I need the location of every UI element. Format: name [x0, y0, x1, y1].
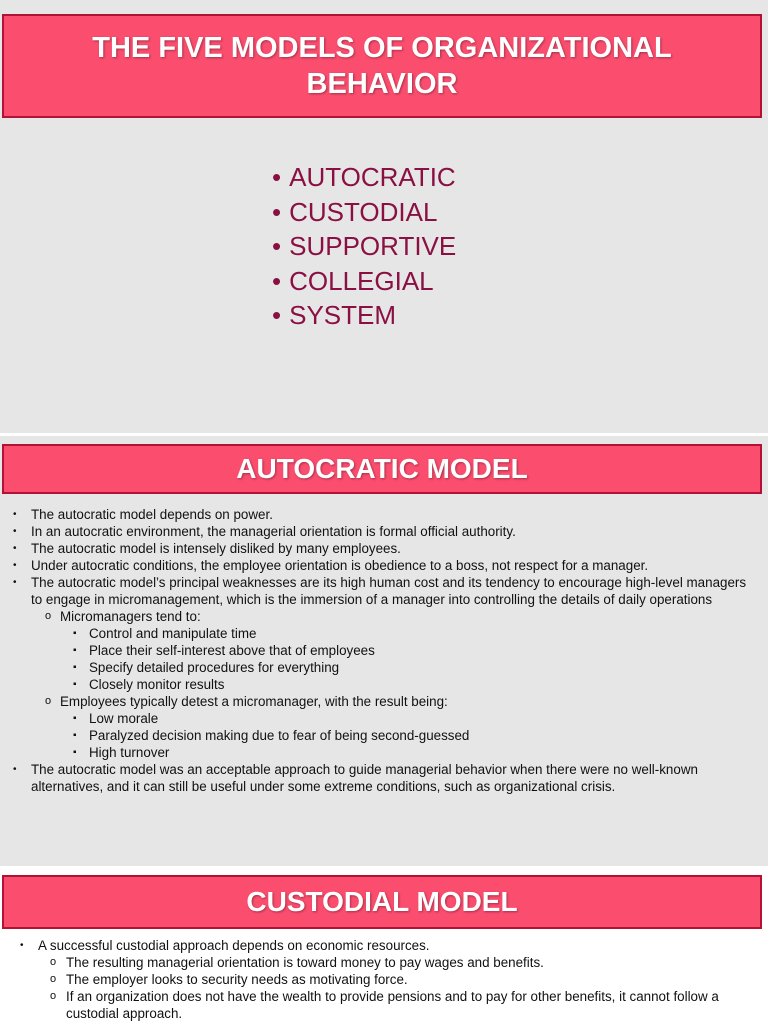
models-list — [272, 160, 456, 333]
custodial-content — [0, 937, 768, 1022]
micromanagers-label: Micromanagers tend to: — [60, 609, 201, 624]
model-item-supportive: • SUPPORTIVE — [272, 229, 456, 264]
list-item — [31, 608, 756, 693]
five-models-title-line1: THE FIVE MODELS OF ORGANIZATIONAL — [92, 32, 672, 64]
slide-autocratic-model — [0, 436, 768, 866]
slide-five-models — [0, 0, 768, 433]
list-item — [0, 574, 768, 761]
list-item — [31, 693, 756, 761]
list-item: ▪ Low morale — [60, 710, 756, 727]
list-item: ▪ Paralyzed decision making due to fear of being second-guessed — [60, 727, 756, 744]
custodial-title: CUSTODIAL MODEL — [246, 886, 518, 917]
model-item-custodial: • CUSTODIAL — [272, 195, 456, 230]
list-item: • The autocratic model depends on power. — [0, 506, 768, 523]
autocratic-title: AUTOCRATIC MODEL — [236, 453, 528, 484]
autocratic-title-banner — [2, 444, 762, 494]
custodial-title-banner — [2, 875, 762, 929]
autocratic-content — [0, 506, 768, 795]
list-item: ▪ Place their self-interest above that of employees — [60, 642, 756, 659]
list-item: ▪ Specify detailed procedures for everything — [60, 659, 756, 676]
model-item-system: • SYSTEM — [272, 298, 456, 333]
five-models-title-banner — [2, 14, 762, 118]
five-models-title-line2: BEHAVIOR — [306, 68, 458, 100]
list-item: ▪ High turnover — [60, 744, 756, 761]
list-item: • The autocratic model was an acceptable approach to guide managerial behavior when there were no well-known alternatives, and it can still be useful under some extreme conditions, such as organizational crisis. — [0, 761, 768, 795]
list-item: ▪ Closely monitor results — [60, 676, 756, 693]
custodial-point: A successful custodial approach depends on economic resources. — [38, 938, 430, 953]
slide-custodial-model — [0, 869, 768, 1024]
list-item — [0, 937, 768, 1022]
list-item: • The autocratic model is intensely disliked by many employees. — [0, 540, 768, 557]
list-item: o The employer looks to security needs as motivating force. — [38, 971, 756, 988]
list-item: • In an autocratic environment, the managerial orientation is formal official authority. — [0, 523, 768, 540]
employees-label: Employees typically detest a micromanager, with the result being: — [60, 694, 448, 709]
list-item: o If an organization does not have the wealth to provide pensions and to pay for other benefits, it cannot follow a custodial approach. — [38, 988, 756, 1022]
weakness-text: The autocratic model’s principal weaknesses are its high human cost and its tendency to encourage high-level managers to engage in micromanagement, which is the immersion of a manager into controlling the details of daily operations — [31, 575, 747, 607]
list-item: o The resulting managerial orientation is toward money to pay wages and benefits. — [38, 954, 756, 971]
model-item-collegial: • COLLEGIAL — [272, 264, 456, 299]
model-item-autocratic: • AUTOCRATIC — [272, 160, 456, 195]
list-item: ▪ Control and manipulate time — [60, 625, 756, 642]
list-item: • Under autocratic conditions, the employee orientation is obedience to a boss, not respect for a manager. — [0, 557, 768, 574]
